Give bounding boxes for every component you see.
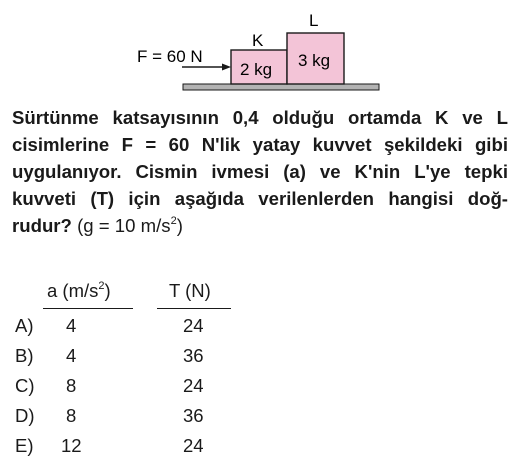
column-header-t: T (N) <box>169 280 211 301</box>
question-line: kuvveti (T) için aşağıda verilenlerden hangisi doğ- <box>12 188 508 209</box>
option-t-value: 36 <box>183 345 204 366</box>
column-header-t-rule <box>157 308 231 309</box>
ground-surface <box>183 84 379 90</box>
answer-option-e[interactable] <box>0 435 517 465</box>
column-header-a-end: ) <box>104 280 111 301</box>
option-a-value: 4 <box>66 345 77 366</box>
block-l-name: L <box>309 11 319 30</box>
option-a-value: 4 <box>66 315 77 336</box>
option-a-value: 8 <box>66 405 77 426</box>
option-letter: C) <box>15 375 35 396</box>
question-line: cisimlerine F = 60 N'lik yatay kuvvet şekildeki gibi <box>12 134 508 155</box>
block-k-name: K <box>252 31 264 50</box>
answer-option-d[interactable] <box>0 405 517 435</box>
option-letter: B) <box>15 345 34 366</box>
question-line: uygulanıyor. Cismin ivmesi (a) ve K'nin L'ye tepki <box>12 161 508 182</box>
block-k-mass: 2 kg <box>240 60 273 79</box>
option-t-value: 24 <box>183 315 204 336</box>
question-line-last <box>12 212 508 239</box>
option-a-value: 8 <box>66 375 77 396</box>
option-letter: D) <box>15 405 35 426</box>
option-t-value: 36 <box>183 405 204 426</box>
question-gravity-text: (g = 10 m/s <box>71 215 171 236</box>
question-gravity-end: ) <box>176 215 183 236</box>
question-text <box>12 104 508 239</box>
block-l-mass: 3 kg <box>298 51 331 70</box>
column-header-a-text: a (m/s <box>47 280 99 301</box>
question-gravity-exponent: 2 <box>170 215 177 227</box>
option-a-value: 12 <box>61 435 82 456</box>
question-line: Sürtünme katsayısının 0,4 olduğu ortamda K ve L <box>12 107 508 128</box>
physics-figure <box>0 0 517 100</box>
option-letter: E) <box>15 435 34 456</box>
question-gravity <box>72 215 183 236</box>
option-letter: A) <box>15 315 34 336</box>
answer-option-a[interactable] <box>0 315 517 345</box>
column-header-a <box>47 280 111 302</box>
question-last-bold: rudur? <box>12 215 72 236</box>
force-label: F = 60 N <box>137 47 203 66</box>
force-arrowhead <box>222 64 231 71</box>
answer-option-b[interactable] <box>0 345 517 375</box>
option-t-value: 24 <box>183 375 204 396</box>
column-header-a-exponent: 2 <box>98 280 105 292</box>
column-header-a-rule <box>43 308 133 309</box>
answer-option-c[interactable] <box>0 375 517 405</box>
option-t-value: 24 <box>183 435 204 456</box>
